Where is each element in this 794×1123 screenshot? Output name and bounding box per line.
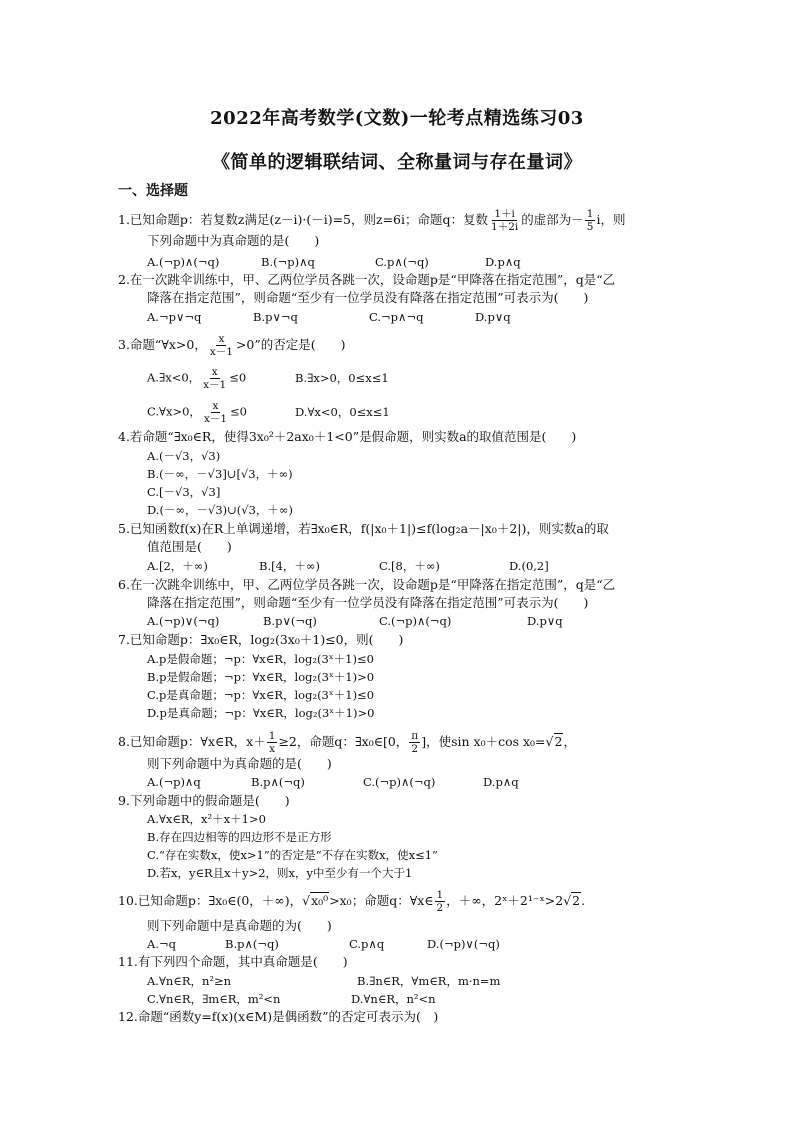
option-c: C.(¬p)∧(¬q) — [379, 614, 452, 628]
question-3-options-row-2 — [147, 400, 390, 425]
fraction: $\frac{x}{x-1}$ — [203, 366, 227, 391]
option-a: A.(¬p)∧q — [147, 775, 201, 789]
page-title: 2022年高考数学(文数)一轮考点精选练习03 — [210, 108, 584, 129]
sqrt-symbol: √ — [563, 893, 572, 908]
question-10-options — [147, 935, 500, 953]
option-b: B.[4，＋∞) — [259, 559, 320, 573]
option-b: B.p是假命题；¬p：∀x∈R，log₂(3ˣ＋1)>0 — [147, 670, 375, 684]
option-c: C.“存在实数x，使x>1”的否定是“不存在实数x，使x≤1” — [147, 848, 438, 862]
option-a: A.[2，＋∞) — [147, 559, 208, 573]
question-5-line-1: 5.已知函数f(x)在R上单调递增，若∃x₀∈R，f(|x₀＋1|)≤f(log₂a－|x₀＋2|)，则实数a的取 — [118, 521, 609, 536]
option-a: A.(－√3，√3) — [147, 449, 221, 463]
option-b: B.p∧(¬q) — [225, 937, 279, 951]
option-a: A.∃x<0， $\frac{x}{x-1}$ ≤0 — [147, 366, 247, 391]
option-d: D.p∨q — [527, 614, 563, 628]
option-c: C.∀n∈R，∃m∈R，m²<n — [147, 992, 281, 1006]
option-d: D.p是真命题；¬p：∀x∈R，log₂(3ˣ＋1)>0 — [147, 706, 375, 720]
question-3-line-1: 3.命题“∀x>0， $\frac{x}{x-1}$ >0”的否定是( ) — [118, 333, 346, 358]
option-a: A.(¬p)∧(¬q) — [147, 255, 220, 269]
option-c: C.∀x>0， $\frac{x}{x-1}$ ≤0 — [147, 400, 247, 425]
fraction: $\frac{\pi}{2}$ — [411, 730, 419, 755]
question-11-options-row-2 — [147, 990, 436, 1008]
option-c: C.[8，＋∞) — [379, 559, 440, 573]
option-b: B.(－∞，－√3]∪[√3，＋∞) — [147, 467, 293, 481]
section-heading: 一、选择题 — [118, 183, 188, 199]
question-6-line-1: 6.在一次跳伞训练中，甲、乙两位学员各跳一次，设命题p是“甲降落在指定范围”，q是“乙 — [118, 577, 616, 592]
option-c: C.(¬p)∧(¬q) — [363, 775, 436, 789]
fraction: $\frac{x}{x-1}$ — [203, 400, 228, 425]
option-d: D.(¬p)∨(¬q) — [427, 937, 500, 951]
option-a: A.¬q — [147, 937, 176, 951]
question-10-line-2: 则下列命题中是真命题的为( ) — [147, 918, 332, 933]
question-3-options-row-1 — [147, 366, 389, 391]
option-b: B.存在四边相等的四边形不是正方形 — [147, 830, 332, 844]
question-8-line-2: 则下列命题中为真命题的是( ) — [147, 756, 332, 771]
option-b: B.∃x>0，0≤x≤1 — [295, 370, 389, 385]
question-2-options — [147, 308, 511, 326]
question-7-line-1: 7.已知命题p：∃x₀∈R，log₂(3x₀＋1)≤0，则( ) — [118, 632, 404, 647]
sqrt-symbol: √ — [302, 893, 311, 908]
sqrt-radicand: 2 — [554, 734, 563, 749]
sqrt-radicand: 2 — [572, 893, 581, 908]
fraction: $\frac{1+i}{1+2i}$ — [491, 208, 519, 233]
option-c: C.p∧q — [349, 937, 385, 951]
option-a: A.p是假命题；¬p：∀x∈R，log₂(3ˣ＋1)≤0 — [147, 652, 374, 666]
question-2-line-2: 降落在指定范围”，则命题“至少有一位学员没有降落在指定范围”可表示为( ) — [147, 290, 589, 305]
fraction: $\frac{x}{x-1}$ — [209, 333, 233, 358]
option-a: A.∀x∈R，x²＋x＋1>0 — [147, 812, 266, 826]
fraction: $\frac{1}{x}$ — [268, 730, 276, 755]
option-d: D.若x，y∈R且x＋y>2，则x，y中至少有一个大于1 — [147, 866, 413, 880]
option-c: C.¬p∧¬q — [369, 310, 424, 324]
option-c: C.p∧(¬q) — [375, 255, 429, 269]
question-11-line-1: 11.有下列四个命题，其中真命题是( ) — [118, 954, 348, 969]
sqrt-radicand: x₀⁰ — [311, 893, 329, 908]
question-5-options — [147, 557, 549, 575]
question-9-line-1: 9.下列命题中的假命题是( ) — [118, 793, 290, 808]
option-c: C.p是真命题；¬p：∀x∈R，log₂(3ˣ＋1)≤0 — [147, 688, 375, 702]
option-a: A.(¬p)∨(¬q) — [147, 614, 220, 628]
question-5-line-2: 值范围是( ) — [147, 539, 232, 554]
question-11-options-row-1 — [147, 972, 500, 990]
question-1-line-2: 下列命题中为真命题的是( ) — [147, 233, 320, 248]
question-1-line-1: 1.已知命题p：若复数z满足(z－i)·(－i)=5，则z=6i；命题q：复数 $\frac{1+i}{1+2i}$ 的虚部为－ $\frac{1}{5}$ i，则 — [118, 208, 626, 233]
option-d: D.p∨q — [475, 310, 511, 324]
option-d: D.∀n∈R，n²<n — [351, 992, 436, 1006]
question-8-options — [147, 773, 519, 791]
question-6-options — [147, 612, 563, 630]
question-10-line-1: 10.已知命题p：∃x₀∈(0，＋∞)，√x₀⁰>x₀；命题q：∀x∈ $\frac{1}{2}$ ，＋∞，2ˣ＋2¹⁻ˣ>2√2. — [118, 889, 586, 914]
option-a: A.∀n∈R，n²≥n — [147, 974, 232, 988]
option-d: D.∀x<0，0≤x≤1 — [295, 404, 390, 419]
question-4-line-1: 4.若命题“∃x₀∈R，使得3x₀²＋2ax₀＋1<0”是假命题，则实数a的取值范围是( ) — [118, 429, 577, 444]
option-b: B.(¬p)∧q — [261, 255, 315, 269]
option-d: D.p∧q — [485, 255, 521, 269]
question-6-line-2: 降落在指定范围”，则命题“至少有一位学员没有降落在指定范围”可表示为( ) — [147, 595, 589, 610]
option-d: D.p∧q — [483, 775, 519, 789]
page-subtitle: 《简单的逻辑联结词、全称量词与存在量词》 — [212, 152, 582, 173]
option-b: B.p∧(¬q) — [251, 775, 305, 789]
option-a: A.¬p∨¬q — [147, 310, 202, 324]
question-12-line-1: 12.命题“函数y=f(x)(x∈M)是偶函数”的否定可表示为( ) — [118, 1009, 439, 1024]
option-d: D.(0,2] — [509, 559, 549, 573]
option-b: B.∃n∈R，∀m∈R，m·n=m — [357, 974, 501, 988]
option-c: C.[－√3，√3] — [147, 485, 221, 499]
option-b: B.p∨(¬q) — [263, 614, 317, 628]
question-8-line-1: 8.已知命题p：∀x∈R，x＋ $\frac{1}{x}$ ≥2，命题q：∃x₀∈[0， $\frac{\pi}{2}$ ]，使sin x₀＋cos x₀=√2， — [118, 730, 576, 755]
question-2-line-1: 2.在一次跳伞训练中，甲、乙两位学员各跳一次，设命题p是“甲降落在指定范围”，q是“乙 — [118, 272, 616, 287]
option-b: B.p∨¬q — [253, 310, 298, 324]
fraction: $\frac{1}{2}$ — [436, 889, 444, 914]
question-1-options — [147, 253, 521, 271]
option-d: D.(－∞，－√3)∪(√3，＋∞) — [147, 503, 293, 517]
fraction: $\frac{1}{5}$ — [586, 208, 594, 233]
sqrt-symbol: √ — [545, 734, 554, 749]
